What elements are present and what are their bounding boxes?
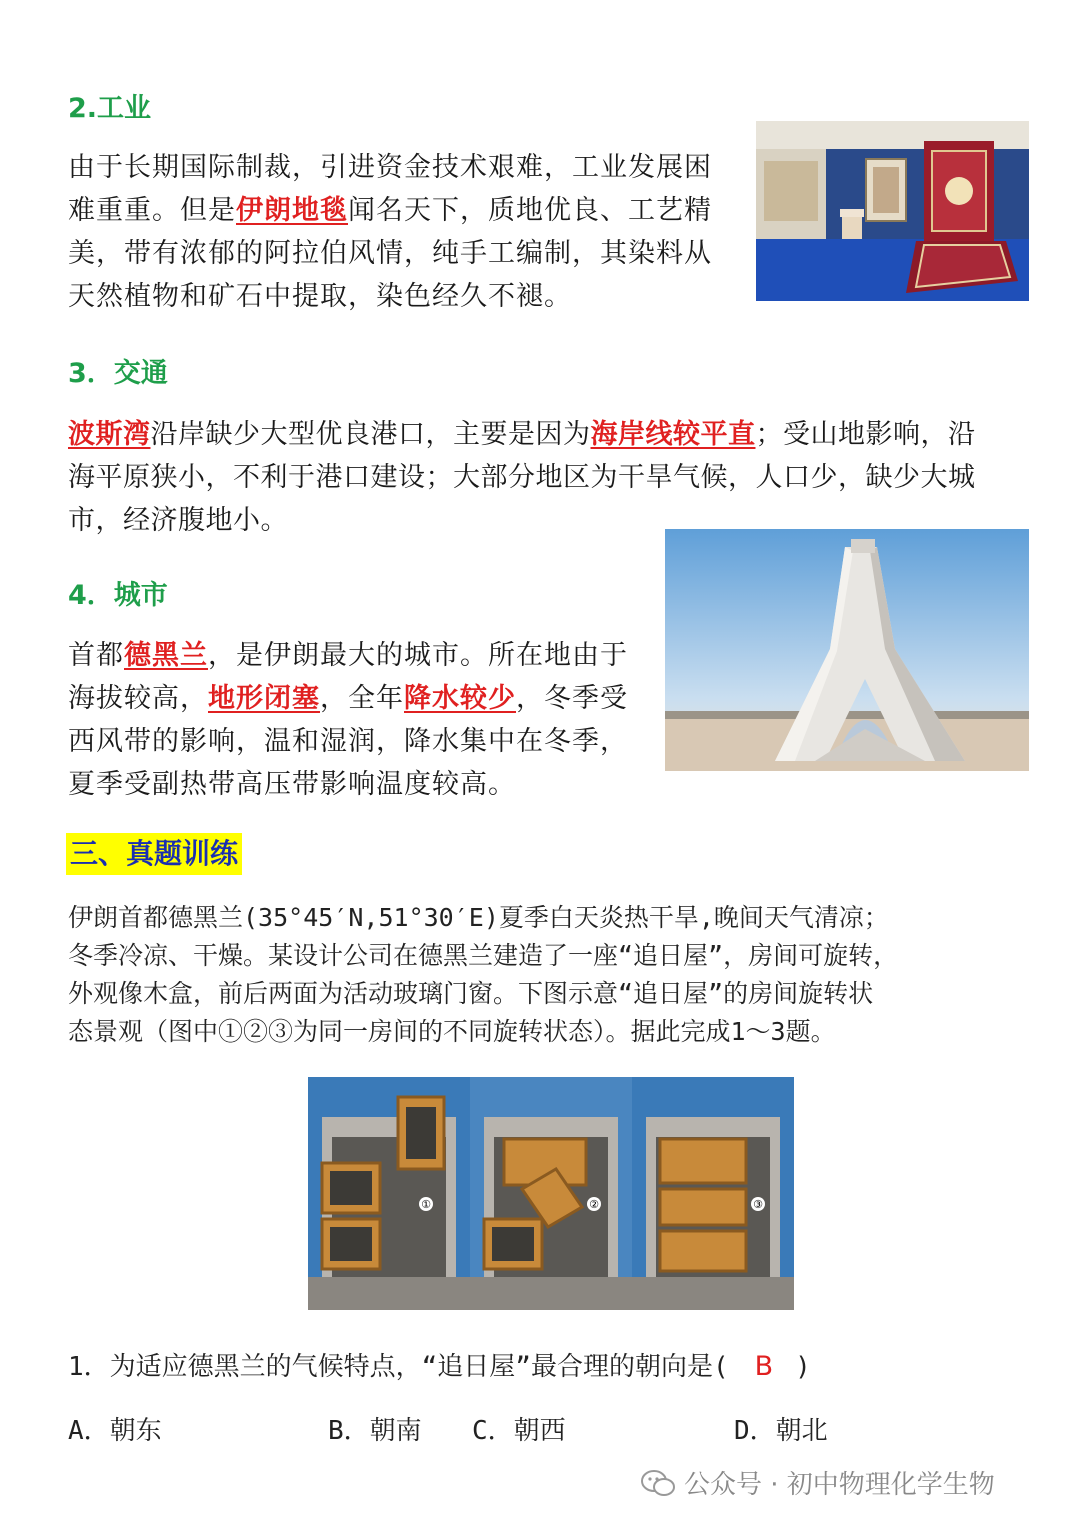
answer-mark: B [754, 1351, 774, 1382]
text-line: 波斯湾沿岸缺少大型优良港口，主要是因为海岸线较平直；受山地影响，沿 [68, 419, 976, 450]
heading-transport: 3．交通 [68, 358, 168, 389]
option-b: B．朝南 [328, 1416, 422, 1446]
text-line: 美，带有浓郁的阿拉伯风情，纯手工编制，其染料从 [68, 238, 712, 269]
highlight-persian-gulf: 波斯湾 [68, 419, 151, 450]
question-1: 1．为适应德黑兰的气候特点，“追日屋”最合理的朝向是( B ) [68, 1351, 811, 1382]
highlight-flat-coastline: 海岸线较平直 [590, 419, 756, 450]
highlight-enclosed-terrain: 地形闭塞 [208, 683, 320, 714]
text-line: 由于长期国际制裁，引进资金技术艰难，工业发展困 [68, 152, 712, 183]
heading-city: 4．城市 [68, 580, 168, 611]
text-line: 海拔较高，地形闭塞，全年降水较少，冬季受 [68, 683, 628, 714]
sun-house-figure [308, 1077, 794, 1310]
text-line: 难重重。但是伊朗地毯闻名天下，质地优良、工艺精 [68, 195, 712, 226]
wechat-icon [640, 1468, 676, 1498]
paragraph-transport [68, 413, 1028, 542]
highlight-tehran: 德黑兰 [124, 640, 208, 671]
text-line: 态景观（图中①②③为同一房间的不同旋转状态）。据此完成1～3题。 [68, 1017, 836, 1046]
azadi-tower-photo [665, 529, 1029, 771]
highlight-low-precipitation: 降水较少 [404, 683, 516, 714]
option-d: D．朝北 [734, 1416, 828, 1446]
heading-exercise: 三、真题训练 [66, 833, 242, 875]
text-line: 伊朗首都德黑兰(35°45′N,51°30′E)夏季白天炎热干旱,晚间天气清凉； [68, 903, 889, 932]
text-line: 天然植物和矿石中提取，染色经久不褪。 [68, 281, 572, 312]
carpet-showroom-photo [756, 121, 1029, 301]
paragraph-industry [68, 146, 748, 318]
text-line: 市，经济腹地小。 [68, 505, 288, 536]
text-line: 首都德黑兰，是伊朗最大的城市。所在地由于 [68, 640, 628, 671]
heading-industry: 2.工业 [68, 93, 152, 124]
footer-text: 公众号 · 初中物理化学生物 [684, 1470, 995, 1500]
text-line: 冬季冷凉、干燥。某设计公司在德黑兰建造了一座“追日屋”，房间可旋转， [68, 941, 899, 970]
option-c: C．朝西 [472, 1416, 566, 1446]
text-line: 海平原狭小，不利于港口建设；大部分地区为干旱气候，人口少，缺少大城 [68, 462, 976, 493]
figure-label-2: ② [589, 1198, 599, 1211]
text-line: 西风带的影响，温和湿润，降水集中在冬季， [68, 726, 628, 757]
exercise-intro [68, 899, 1028, 1051]
text-line: 外观像木盒，前后两面为活动玻璃门窗。下图示意“追日屋”的房间旋转状 [68, 979, 874, 1008]
footer-watermark [640, 1464, 995, 1501]
figure-label-3: ③ [753, 1198, 763, 1211]
text-line: 夏季受副热带高压带影响温度较高。 [68, 769, 516, 800]
figure-label-1: ① [421, 1198, 431, 1211]
paragraph-city [68, 634, 658, 806]
highlight-persian-carpet: 伊朗地毯 [236, 195, 348, 226]
option-a: A．朝东 [68, 1416, 162, 1446]
